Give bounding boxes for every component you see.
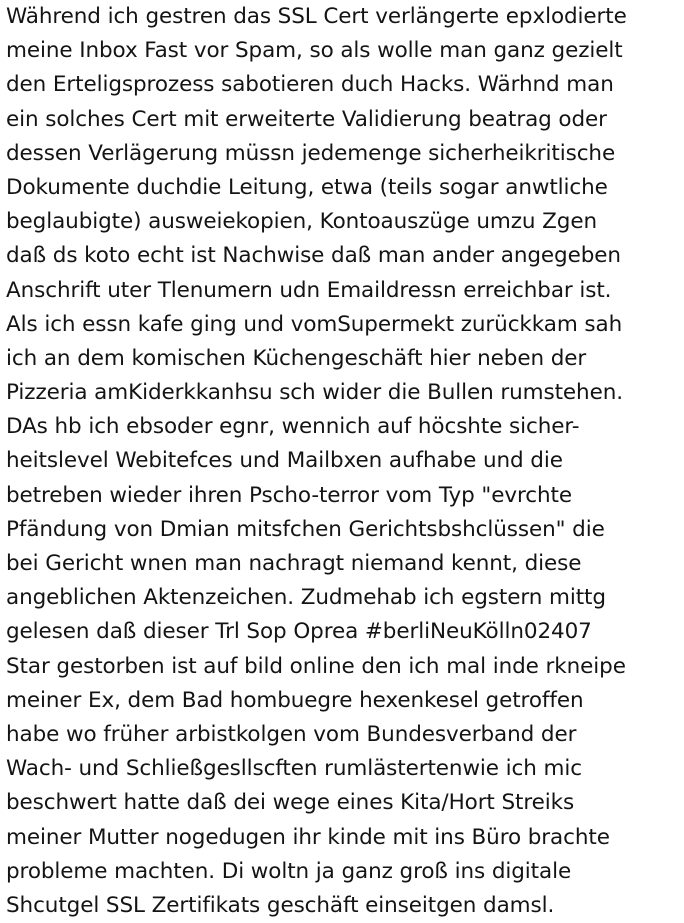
text-line: daß ds koto echt ist Nachwise daß man ander angegeben	[6, 243, 621, 269]
text-line: meiner Mutter nogedugen ihr kinde mit ins Büro brachte	[6, 824, 610, 850]
text-line: Als ich essn kafe ging und vomSupermekt zurückkam sah	[6, 311, 623, 337]
text-line: den Erteligsprozess sabotieren duch Hacks. Wärhnd man	[6, 72, 614, 98]
text-line: Wach- und Schließgesllscften rumlästertenwie ich mic	[6, 756, 582, 782]
text-line: Dokumente duchdie Leitung, etwa (teils sogar anwtliche	[6, 174, 608, 200]
text-line: habe wo früher arbistkolgen vom Bundesverband der	[6, 721, 577, 747]
text-line: Pizzeria amKiderkkanhsu sch wider die Bullen rumstehen.	[6, 380, 623, 406]
text-line: Shcutgel SSL Zertifikats geschäft einseitgen damsl.	[6, 892, 555, 918]
text-line: meiner Ex, dem Bad hombuegre hexenkesel getroffen	[6, 687, 584, 713]
text-line: meine Inbox Fast vor Spam, so als wolle man ganz gezielt	[6, 38, 623, 64]
text-line: Anschrift uter Tlenumern udn Emaildressn erreichbar ist.	[6, 277, 612, 303]
text-line: ein solches Cert mit erweiterte Validierung beatrag oder	[6, 106, 607, 132]
text-line: beschwert hatte daß dei wege eines Kita/Hort Streiks	[6, 790, 575, 816]
text-line: Star gestorben ist auf bild online den ich mal inde rkneipe	[6, 653, 626, 679]
text-line: Pfändung von Dmian mitsfchen Gerichtsbshclüssen" die	[6, 516, 605, 542]
text-line: gelesen daß dieser Trl Sop Oprea #berliNeuKölln02407	[6, 619, 592, 645]
text-line: probleme machten. Di woltn ja ganz groß ins digitale	[6, 858, 572, 884]
text-line: DAs hb ich ebsoder egnr, wennich auf höcshte sicher-	[6, 414, 580, 440]
text-line: ich an dem komischen Küchengeschäft hier neben der	[6, 345, 587, 371]
text-line: dessen Verlägerung müssn jedemenge sicherheikritische	[6, 140, 616, 166]
text-line: Während ich gestren das SSL Cert verlängerte epxlodierte	[6, 4, 627, 29]
text-line: angeblichen Aktenzeichen. Zudmehab ich egstern mittg	[6, 585, 606, 611]
text-line: beglaubigte) ausweiekopien, Kontoauszüge umzu Zgen	[6, 209, 598, 235]
text-line: betreben wieder ihren Pscho-terror vom Typ "evrchte	[6, 482, 572, 508]
text-line: heitslevel Webitefces und Mailbxen aufhabe und die	[6, 448, 563, 474]
text-line: bei Gericht wnen man nachragt niemand kennt, diese	[6, 551, 582, 576]
body-text	[6, 0, 682, 923]
